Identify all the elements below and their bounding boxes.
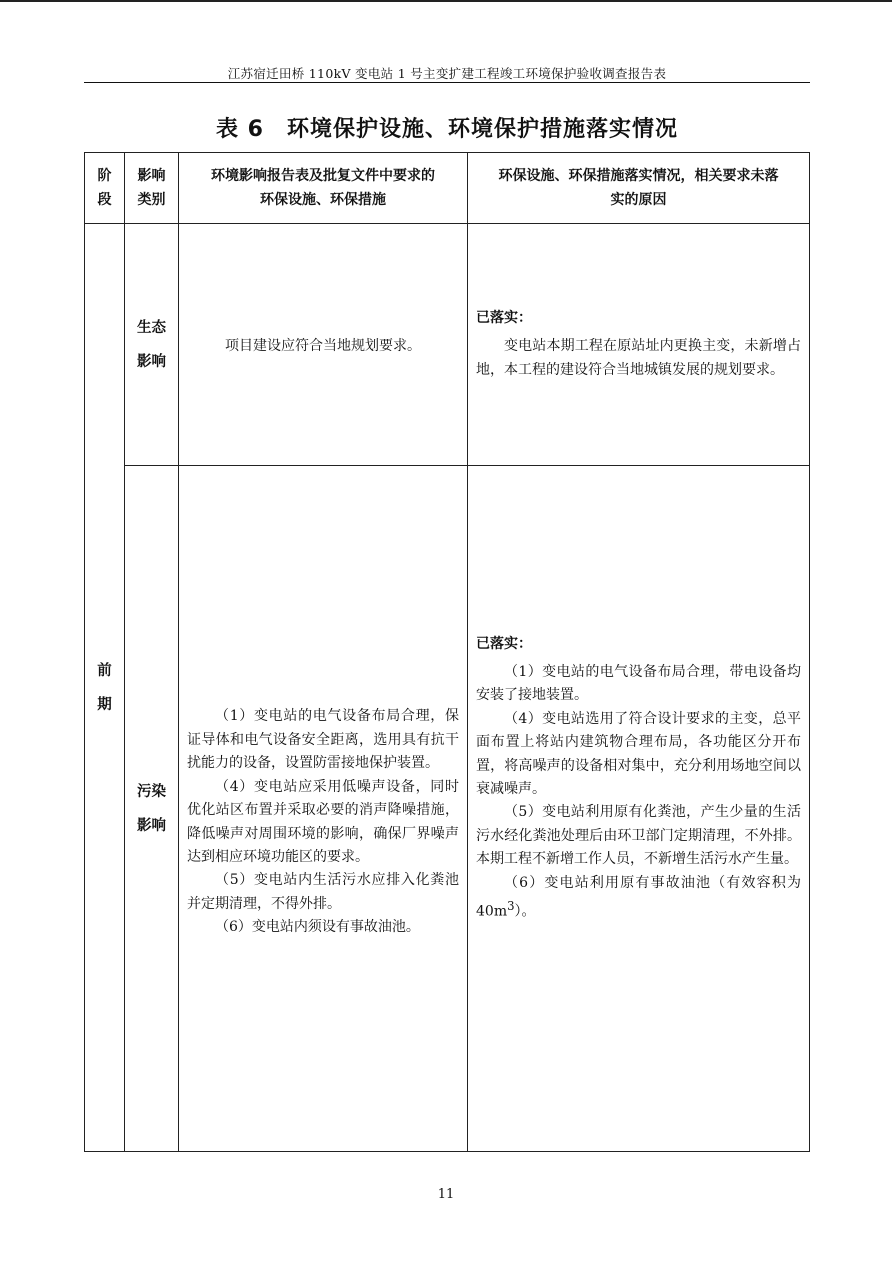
implementation-paragraph: （4）变电站选用了符合设计要求的主变，总平面布置上将站内建筑物合理布局，各功能区分开布置，将高噪声的设备相对集中，充分利用场地空间以衰减噪声。 [476,710,801,797]
page-top-border [0,0,892,2]
status-label: 已落实： [476,310,532,327]
header-requirement: 环境影响报告表及批复文件中要求的 环保设施、环保措施 [179,153,468,224]
requirement-paragraph: （6）变电站内须设有事故油池。 [215,919,420,936]
superscript: 3 [507,899,515,913]
header-stage: 阶 段 [85,153,125,224]
requirement-cell: 项目建设应符合当地规划要求。 [179,224,468,466]
requirement-cell [179,466,468,1152]
running-header: 江苏宿迁田桥 110kV 变电站 1 号主变扩建工程竣工环境保护验收调查报告表 [227,66,667,81]
status-label: 已落实： [476,635,532,652]
table-title: 表 6 环境保护设施、环境保护措施落实情况 [216,117,678,142]
header-implementation: 环保设施、环保措施落实情况，相关要求未落 实的原因 [468,153,810,224]
implementation-paragraph: （5）变电站利用原有化粪池，产生少量的生活污水经化粪池处理后由环卫部门定期清理，不外排。本期工程不新增工作人员，不新增生活污水产生量。 [476,804,801,868]
impact-type-ecological: 生态 影响 [125,224,179,466]
table-row [85,466,810,1152]
requirement-paragraph: （5）变电站内生活污水应排入化粪池并定期清理，不得外排。 [187,872,459,912]
implementation-cell [468,224,810,466]
implementation-paragraph: （6）变电站利用原有事故油池（有效容积为 $40m^3$）。 [476,874,801,920]
measures-table [84,152,810,1152]
impact-type-pollution: 污染 影响 [125,466,179,1152]
page-number: 11 [437,1187,455,1202]
header-impact-type: 影响 类别 [125,153,179,224]
header-divider [84,82,810,83]
implementation-paragraph: （1）变电站的电气设备布局合理，带电设备均安装了接地装置。 [476,663,801,704]
requirement-paragraph: （4）变电站应采用低噪声设备，同时优化站区布置并采取必要的消声降噪措施，降低噪声对周围环境的影响，确保厂界噪声达到相应环境功能区的要求。 [187,778,459,865]
requirement-paragraph: （1）变电站的电气设备布局合理，保证导体和电气设备安全距离，选用具有抗干扰能力的设备，设置防雷接地保护装置。 [187,708,459,772]
implementation-paragraph: 变电站本期工程在原站址内更换主变，未新增占地，本工程的建设符合当地城镇发展的规划要求。 [476,338,801,378]
table-header-row [85,153,810,224]
implementation-cell [468,466,810,1152]
stage-cell: 前 期 [85,224,125,1152]
table-row [85,224,810,466]
